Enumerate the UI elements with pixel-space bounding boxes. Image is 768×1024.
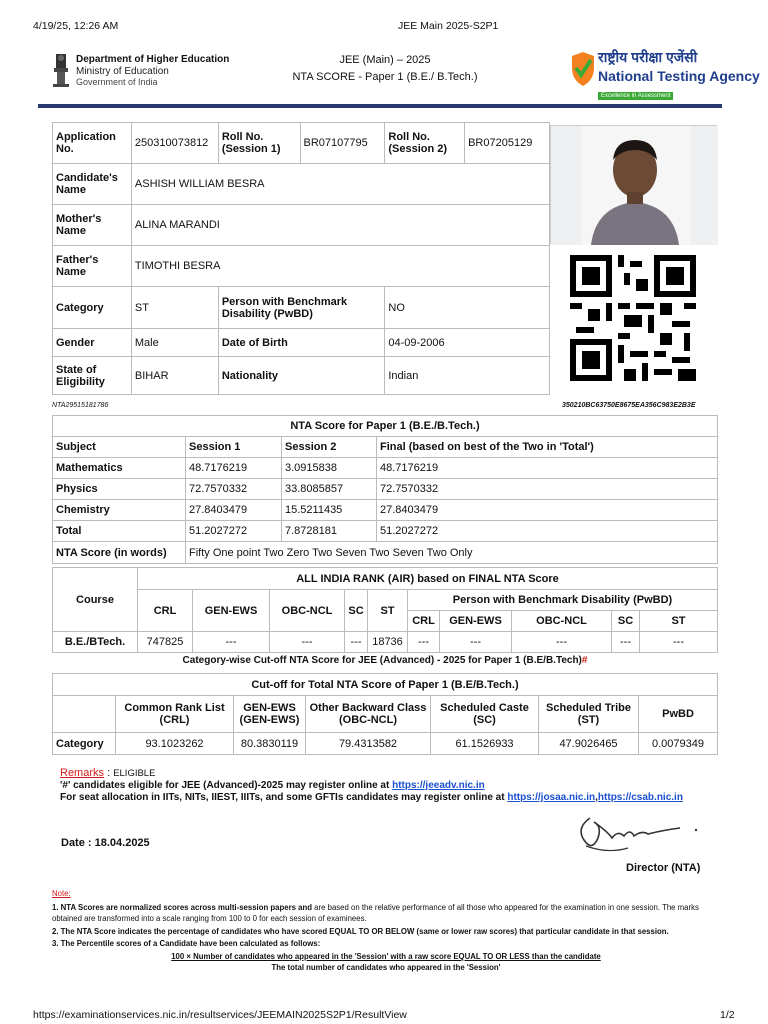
table-row (53, 521, 718, 542)
rank-col: GEN-EWS (193, 590, 270, 632)
category-label: Category (53, 287, 132, 329)
rank-cell: 747825 (138, 632, 193, 653)
candidate-photo (550, 125, 717, 244)
cutoff-cell: 0.0079349 (639, 733, 718, 755)
score-cell: 51.2027272 (186, 521, 282, 542)
note2: 2. The NTA Score indicates the percentage of candidates who have scored EQUAL TO OR BELOW (same or lower raw scores) that particular candidate in that session. (52, 927, 669, 936)
roll1-label: Roll No. (Session 1) (218, 123, 300, 164)
rank-cell: --- (408, 632, 440, 653)
mother-value: ALINA MARANDI (131, 205, 549, 246)
score-cell: 27.8403479 (186, 500, 282, 521)
jeeadv-link[interactable]: https://jeeadv.nic.in (392, 780, 485, 791)
gender-label: Gender (53, 329, 132, 357)
roll2-value: BR07205129 (465, 123, 550, 164)
note3: 3. The Percentile scores of a Candidate have been calculated as follows: (52, 939, 321, 948)
score-cell: 27.8403479 (377, 500, 718, 521)
print-footer-url: https://examinationservices.nic.in/resultservices/JEEMAIN2025S2P1/ResultView (33, 1009, 407, 1021)
mother-label: Mother's Name (53, 205, 132, 246)
page-title (260, 52, 510, 86)
header-divider (38, 104, 722, 108)
rank-col: ST (368, 590, 408, 632)
link-separator: , (595, 792, 598, 803)
cutoff-col: PwBD (639, 696, 718, 733)
rank-cell: --- (640, 632, 718, 653)
pwbd-label: Person with Benchmark Disability (PwBD) (218, 287, 385, 329)
subject-cell: Mathematics (53, 458, 186, 479)
formula-numerator: 100 × Number of candidates who appeared in the 'Session' with a raw score EQUAL TO OR LESS than the candidate (171, 952, 601, 961)
rank-col: OBC-NCL (270, 590, 345, 632)
cutoff-caption-mark: # (581, 655, 588, 666)
issue-date: Date : 18.04.2025 (61, 837, 150, 849)
subject-cell: Physics (53, 479, 186, 500)
director-label: Director (NTA) (626, 862, 701, 874)
subject-cell: Chemistry (53, 500, 186, 521)
candidate-details-table (52, 122, 550, 395)
score-cell: 33.8085857 (282, 479, 377, 500)
score-cell: 48.7176219 (186, 458, 282, 479)
notes-block (52, 888, 720, 973)
score-words-value: Fifty One point Two Zero Two Seven Two Seven Two Only (186, 542, 718, 564)
course-label: Course (53, 568, 138, 632)
cutoff-col: Scheduled Tribe (ST) (539, 696, 639, 733)
nationality-label: Nationality (218, 357, 385, 395)
gov-line1: Department of Higher Education (76, 54, 230, 65)
gender-value: Male (131, 329, 218, 357)
cutoff-cell: 80.3830119 (234, 733, 306, 755)
nta-logo-icon (568, 48, 598, 88)
note1-rest: are based on the relative performance of all those who appeared for the examination in one session. The marks obtained are transformed into a scale ranging from 100 to 0 for each session of examinees. (52, 903, 699, 923)
dob-label: Date of Birth (218, 329, 385, 357)
gov-line3: Government of India (76, 77, 158, 87)
score-table (52, 415, 718, 564)
pwbd-col: SC (612, 611, 640, 632)
rank-cell: --- (512, 632, 612, 653)
ref-number-left: NTA29515181786 (52, 402, 109, 409)
remarks-value: ELIGIBLE (113, 768, 156, 779)
title-line1: JEE (Main) – 2025 (339, 54, 431, 66)
cutoff-cell: 47.9026465 (539, 733, 639, 755)
score-header: Subject (53, 437, 186, 458)
father-value: TIMOTHI BESRA (131, 246, 549, 287)
cutoff-cell: 61.1526933 (431, 733, 539, 755)
table-row (53, 733, 718, 755)
pwbd-col: OBC-NCL (512, 611, 612, 632)
app-no-value: 250310073812 (131, 123, 218, 164)
father-label: Father's Name (53, 246, 132, 287)
remarks-block (60, 767, 683, 804)
score-header: Session 1 (186, 437, 282, 458)
rank-col: SC (345, 590, 368, 632)
nta-brand (598, 48, 760, 102)
formula-denominator: The total number of candidates who appeared in the 'Session' (271, 963, 501, 972)
rank-cell: --- (270, 632, 345, 653)
remarks-line3: For seat allocation in IITs, NITs, IIEST, IIITs, and some GFTIs candidates may register online at (60, 792, 508, 803)
state-label: State of Eligibility (53, 357, 132, 395)
nta-tagline: Excellence in Assessment (598, 92, 673, 100)
cutoff-caption (52, 655, 718, 666)
remarks-label: Remarks (60, 767, 105, 779)
print-footer-page: 1/2 (720, 1009, 735, 1021)
table-row (53, 632, 718, 653)
pwbd-col: GEN-EWS (440, 611, 512, 632)
course-cell: B.E./BTech. (53, 632, 138, 653)
cutoff-title: Cut-off for Total NTA Score of Paper 1 (B.E/B.Tech.) (53, 674, 718, 696)
score-cell: 7.8728181 (282, 521, 377, 542)
score-cell: 15.5211435 (282, 500, 377, 521)
rank-cell: --- (345, 632, 368, 653)
cutoff-col: GEN-EWS (GEN-EWS) (234, 696, 306, 733)
rank-title: ALL INDIA RANK (AIR) based on FINAL NTA Score (138, 568, 718, 590)
name-label: Candidate's Name (53, 164, 132, 205)
cutoff-caption-text: Category-wise Cut-off NTA Score for JEE (Advanced) - 2025 for Paper 1 (B.E/B.Tech) (182, 655, 582, 666)
remarks-sep: : (104, 767, 114, 779)
nationality-value: Indian (385, 357, 550, 395)
table-row (53, 479, 718, 500)
cutoff-col: Other Backward Class (OBC-NCL) (306, 696, 431, 733)
rank-table (52, 567, 718, 653)
app-no-label: Application No. (53, 123, 132, 164)
score-cell: 51.2027272 (377, 521, 718, 542)
roll1-value: BR07107795 (300, 123, 385, 164)
cutoff-cell: 93.1023262 (116, 733, 234, 755)
national-emblem-icon (50, 52, 72, 92)
rank-cell: 18736 (368, 632, 408, 653)
pwbd-value: NO (385, 287, 550, 329)
state-value: BIHAR (131, 357, 218, 395)
score-title: NTA Score for Paper 1 (B.E./B.Tech.) (53, 416, 718, 437)
cutoff-col: Common Rank List (CRL) (116, 696, 234, 733)
score-cell: 3.0915838 (282, 458, 377, 479)
roll2-label: Roll No. (Session 2) (385, 123, 465, 164)
score-cell: 72.7570332 (186, 479, 282, 500)
pwbd-title: Person with Benchmark Disability (PwBD) (408, 590, 718, 611)
rank-cell: --- (612, 632, 640, 653)
nta-hindi: राष्ट्रीय परीक्षा एजेंसी (598, 49, 698, 65)
pwbd-col: ST (640, 611, 718, 632)
rank-col: CRL (138, 590, 193, 632)
name-value: ASHISH WILLIAM BESRA (131, 164, 549, 205)
notes-heading: Note: (52, 889, 71, 898)
score-cell: 72.7570332 (377, 479, 718, 500)
qr-code-icon (570, 250, 696, 386)
subject-cell: Total (53, 521, 186, 542)
rank-cell: --- (440, 632, 512, 653)
pwbd-col: CRL (408, 611, 440, 632)
cutoff-row-label: Category (53, 733, 116, 755)
gov-line2: Ministry of Education (76, 65, 169, 77)
score-words-label: NTA Score (in words) (53, 542, 186, 564)
nta-english: National Testing Agency (598, 68, 760, 84)
cutoff-table (52, 673, 718, 755)
ref-hash-right: 350210BC63750E8675EA356C983E2B3E (562, 402, 696, 409)
score-header: Session 2 (282, 437, 377, 458)
csab-link[interactable]: https://csab.nic.in (597, 792, 683, 803)
gov-dept-text (76, 54, 229, 89)
score-header: Final (based on best of the Two in 'Total') (377, 437, 718, 458)
rank-cell: --- (193, 632, 270, 653)
table-row (53, 458, 718, 479)
cutoff-cell: 79.4313582 (306, 733, 431, 755)
score-cell: 48.7176219 (377, 458, 718, 479)
signature-icon (568, 808, 708, 860)
table-row (53, 500, 718, 521)
print-doc-title: JEE Main 2025-S2P1 (398, 20, 499, 32)
remarks-line2: '#' candidates eligible for JEE (Advanced)-2025 may register online at (60, 780, 393, 791)
josaa-link[interactable]: https://josaa.nic.in (507, 792, 596, 803)
cutoff-col: Scheduled Caste (SC) (431, 696, 539, 733)
note1-bold: 1. NTA Scores are normalized scores across multi-session papers and (52, 903, 312, 912)
dob-value: 04-09-2006 (385, 329, 550, 357)
category-value: ST (131, 287, 218, 329)
print-datetime: 4/19/25, 12:26 AM (33, 20, 119, 32)
title-line2: NTA SCORE - Paper 1 (B.E./ B.Tech.) (292, 71, 478, 83)
